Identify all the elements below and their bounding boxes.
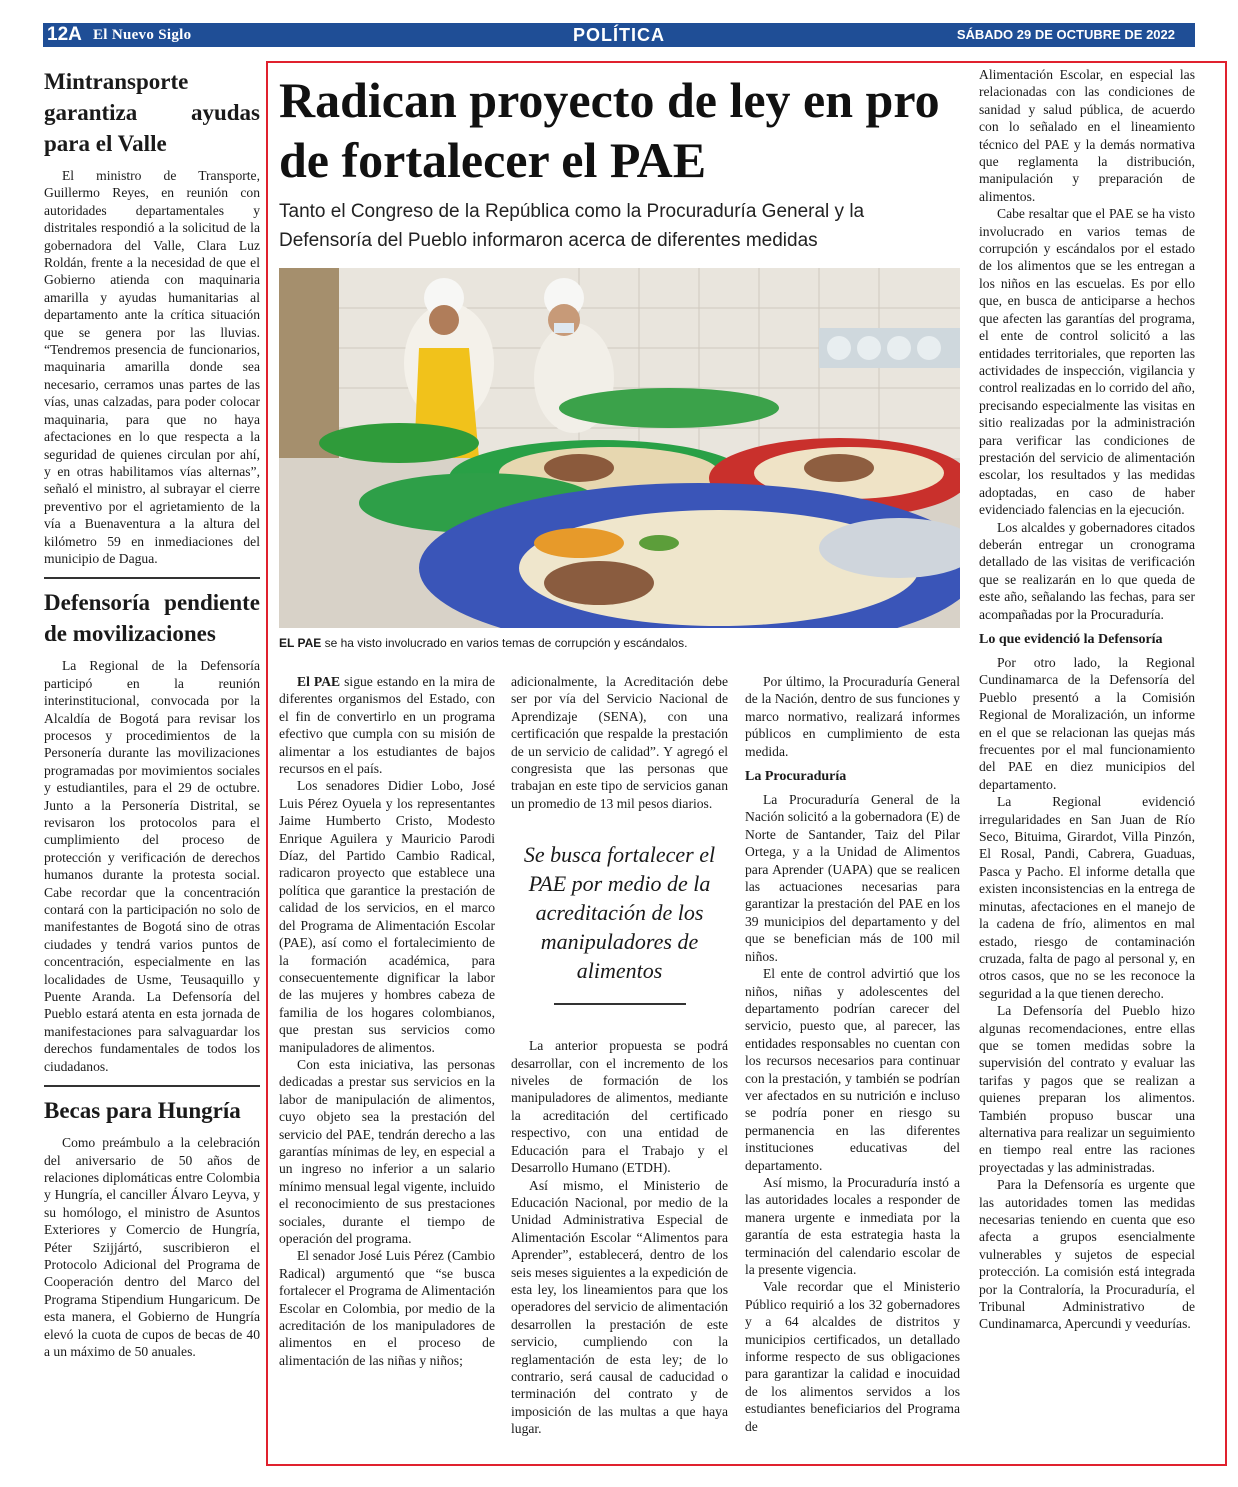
kitchen-photo-illustration — [279, 268, 960, 628]
page-header — [43, 23, 1195, 47]
paragraph: La Procuraduría General de la Nación solicitó a la gobernadora (E) de Norte de Santander, Taiz del Pilar Ortega, y a la Unidad de Alimentos para Aprender (UAPA) que se realicen las actuaciones necesarias para garantizar la prestación del PAE en los 39 municipios del departamento y del que se benefician más de 100 mil niños. — [745, 792, 960, 964]
article-column-2 — [511, 673, 728, 1438]
article-column-1 — [279, 673, 495, 1369]
sidebar-headline: Mintransporte garantiza ayudas para el Valle — [44, 69, 260, 156]
paragraph: La anterior propuesta se podrá desarrollar, con el incremento de los niveles de formación de los manipuladores de alimentos, mediante la acreditación del certificado respectivo, con una entidad de Educación para el Trabajo y el Desarrollo Humano (ETDH). — [511, 1038, 728, 1176]
sidebar-headline: Defensoría pendiente de movilizaciones — [44, 590, 260, 647]
sidebar-column — [44, 66, 260, 1360]
subheading: La Procuraduría — [745, 769, 847, 785]
paragraph — [279, 673, 495, 777]
paragraph: Los senadores Didier Lobo, José Luis Pérez Oyuela y los representantes Jaime Humberto Cristo, Modesto Enrique Aguilera y Mauricio Parodi Díaz, del Partido Cambio Radical, radicaron proyecto que establece una política que garantice la prestación de calidad de los servicios, en el marco del Programa de Alimentación Escolar (PAE), así como el fortalecimiento de la formación académica, para consecuentemente dignificar la labor de las mujeres y hombres cabeza de familia de los hogares colombianos, que prestan sus servicios como manipuladores de alimentos. — [279, 778, 495, 1055]
article-column-3 — [745, 673, 960, 1435]
paragraph: Por último, la Procuraduría General de la Nación, dentro de sus funciones y marco normativo, realizará informes públicos en cumplimiento de esta medida. — [745, 674, 960, 759]
paragraph: adicionalmente, la Acreditación debe ser por vía del Servicio Nacional de Aprendizaje (SENA), con una certificación que respalde la prestación de un servicio de calidad”. Y agregó el congresista que las personas que trabajan en este tipo de servicios ganan un promedio de 13 mil pesos diarios. — [511, 674, 728, 811]
sidebar-headline: Becas para Hungría — [44, 1098, 241, 1124]
article-headline: Radican proyecto de ley en pro de fortalecer el PAE — [279, 72, 940, 188]
divider — [44, 577, 260, 579]
sidebar-body: El ministro de Transporte, Guillermo Reyes, en reunión con autoridades departamentales y distritales respondió a la solicitud de la gobernadora del Valle, Clara Luz Roldán, frente a la necesidad de que el Gobierno atienda con maquinaria amarilla y ayudas humanitarias al departamento ante la crítica situación que se genera por las lluvias. “Tendremos presencia de funcionarios, maquinaria amarilla donde sea necesario, cerramos unas partes de las vías, unas calzadas, para poder colocar maquinaria, para que no haya afectaciones en lo que respecta a la seguridad de quienes circulan por ahí, y en otras habilitamos vías alternas”, señaló el ministro, al subrayar el cierre preventivo por el agrietamiento de la vía a Buenaventura a la altura del kilómetro 59 en inmediaciones del municipio de Dagua. — [44, 168, 260, 566]
lead-words: El PAE — [297, 674, 341, 689]
article-column-4 — [979, 66, 1195, 1333]
article-photo — [279, 268, 960, 628]
page-number: 12A — [47, 24, 82, 45]
caption-lead: EL PAE — [279, 636, 322, 650]
paragraph: Para la Defensoría es urgente que las autoridades tomen las medidas necesarias teniendo en cuenta que eso afecta a grupos esencialmente vulnerables y sujetos de especial protección. La comisión está integrada por la Contraloría, la Procuraduría, el Tribunal Administrativo de Cundinamarca, Apercundi y veedurías. — [979, 1177, 1195, 1332]
paragraph: La Defensoría del Pueblo hizo algunas recomendaciones, entre ellas que se tomen medidas sobre la supervisión del contrato y evaluar las tarifas y pagos que se realizan a quienes preparan los alimentos. También propuso buscar una alternativa para realizar un seguimiento en tiempo real entre las raciones proyectadas y las administradas. — [979, 1003, 1195, 1175]
photo-caption — [279, 635, 960, 651]
paragraph: Los alcaldes y gobernadores citados deberán entregar un cronograma detallado de las visitas de verificación que se realizarán en lo que queda de este año, señalando las fechas, para ser acompañadas por la Procuraduría. — [979, 519, 1195, 622]
caption-text: se ha visto involucrado en varios temas de corrupción y escándalos. — [321, 636, 688, 650]
pull-quote: Se busca fortalecer el PAE por medio de la acreditación de los manipuladores de alimentos — [523, 842, 716, 984]
paragraph: Así mismo, el Ministerio de Educación Nacional, por medio de la Unidad Administrativa Especial de Alimentación Escolar “Alimentos para Aprender”, establecerá, dentro de los seis meses siguientes a la expedición de esta ley, los lineamientos para que los operadores del servicio de alimentación desarrollen la prestación de este servicio, cumpliendo con la reglamentación de esta ley; de lo contrario, será causal de caducidad o terminación del contrato y de imposición de las multas a que haya lugar. — [511, 1177, 728, 1437]
paragraph: El ente de control advirtió que los niños, niñas y adolescentes del departamento podrían carecer del servicio, puesto que, al parecer, las entidades responsables no cuentan con los recursos necesarios para continuar con la prestación, y también se podrían ver afectados en su nutrición e incluso se podría poner en riesgo su permanencia en las diferentes instituciones educativas del departamento. — [745, 966, 960, 1173]
paragraph: La Regional evidenció irregularidades en San Juan de Río Seco, Bituima, Girardot, Villa Pinzón, El Rosal, Pandi, Cabrera, Guaduas, Pasca y Pacho. El informe detalla que existen inconsistencias en la entrega de minutas, afectaciones en el manejo de la cadena de frío, alimentos en mal estado, riesgo de contaminación cruzada, falta de pago al personal y, en otros casos, que no se les reconoce la seguridad a la que tienen derecho. — [979, 794, 1195, 1001]
article-subhead: Tanto el Congreso de la República como la Procuraduría General y la Defensoría del Pueblo informaron acerca de diferentes medidas — [279, 201, 865, 251]
pull-quote-rule — [554, 1003, 686, 1005]
sidebar-body: Como preámbulo a la celebración del aniversario de 50 años de relaciones diplomáticas entre Colombia y Hungría, el canciller Álvaro Leyva, y su homólogo, el ministro de Asuntos Exteriores y Comercio de Hungría, Péter Szijjártó, suscribieron el Protocolo Adicional del Programa de Cooperación dentro del Marco del Programa Stipendium Hungaricum. De esta manera, el Gobierno de Hungría elevó la cuota de cupos de becas de 40 a un máximo de 50 anuales. — [44, 1135, 260, 1359]
publication-name: El Nuevo Siglo — [93, 27, 192, 43]
paragraph: Cabe resaltar que el PAE se ha visto involucrado en varios temas de corrupción y escándalos por el estado de los alimentos que se les entregan a los niños en las escuelas. Es por ello que, en busca de anticiparse a hechos que afecten las garantías del programa, el ente de control solicitó a las entidades territoriales, que reporten las actividades de inspección, vigilancia y control realizadas en lo corrido del año, precisando especialmente las visitas en sitio realizadas por la administración para verificar las condiciones de prestación del servicio de alimentación escolar, los resultados y las medidas adoptadas, en caso de haber evidenciado falencias en la ejecución. — [979, 206, 1195, 518]
paragraph-text: sigue estando en la mira de diferentes organismos del Estado, con el fin de convertirlo en un programa efectivo que cumpla con su misión de alimentar a los estudiantes de bajos recursos en el país. — [279, 674, 495, 777]
divider — [44, 1085, 260, 1087]
sidebar-body: La Regional de la Defensoría participó en la reunión interinstitucional, convocada por la Alcaldía de Bogotá para revisar los procesos y procedimientos de la Personería durante las movilizaciones programadas por movimientos sociales y estudiantiles, para el 29 de octubre. Junto a la Personería Distrital, se revisaron los protocolos para el cumplimiento del proceso de protección y verificación de derechos humanos durante la protesta social. Cabe recordar que la concentración contará con la participación no solo de manifestantes de Bogotá sino de otras ciudades y tendrá varios puntos de concentración, especialmente en las localidades de Usme, Teusaquillo y Puente Aranda. La Defensoría del Pueblo estará atenta en esta jornada de manifestaciones para salvaguardar los derechos fundamentales de todos los ciudadanos. — [44, 658, 260, 1074]
paragraph: Por otro lado, la Regional Cundinamarca de la Defensoría del Pueblo presentó a la Comisión Regional de Moralización, un informe en el que se relacionan las quejas más frecuentes por el mal funcionamiento del PAE en diez municipios del departamento. — [979, 655, 1195, 792]
paragraph: Alimentación Escolar, en especial las relacionadas con las condiciones de sanidad y salud pública, de acuerdo con lo señalado en el lineamiento técnico del PAE y la demás normativa que reglamenta la distribución, manipulación y preparación de alimentos. — [979, 67, 1195, 204]
paragraph: Vale recordar que el Ministerio Público requirió a los 32 gobernadores y a 64 alcaldes de distritos y municipios certificados, un detallado informe respecto de sus obligaciones para garantizar la calidad e inocuidad de los alimentos servidos a los estudiantes beneficiarios del Programa de — [745, 1279, 960, 1434]
section-title: POLÍTICA — [573, 25, 665, 45]
paragraph: Con esta iniciativa, las personas dedicadas a prestar sus servicios en la labor de manipulación de alimentos, cuyo objeto sea la prestación del servicio del PAE, tendrán derecho a las garantías mínimas de ley, en especial a un ingreso no inferior a un salario mínimo mensual legal vigente, incluido el reconocimiento de sus prestaciones sociales, durante el tiempo de operación del programa. — [279, 1056, 495, 1246]
issue-date: SÁBADO 29 DE OCTUBRE DE 2022 — [956, 27, 1175, 42]
paragraph: El senador José Luis Pérez (Cambio Radical) argumentó que “se busca fortalecer el Programa de Alimentación Escolar en Colombia, por medio de la acreditación de los manipuladores de alimentos en el proceso de alimentación de las niñas y niños; — [279, 1248, 495, 1368]
subheading: Lo que evidenció la Defensoría — [979, 632, 1163, 647]
paragraph: Así mismo, la Procuraduría instó a las autoridades locales a responder de manera urgente e inmediata por la garantía de esta estrategia hasta la terminación del calendario escolar de la presente vigencia. — [745, 1174, 960, 1277]
